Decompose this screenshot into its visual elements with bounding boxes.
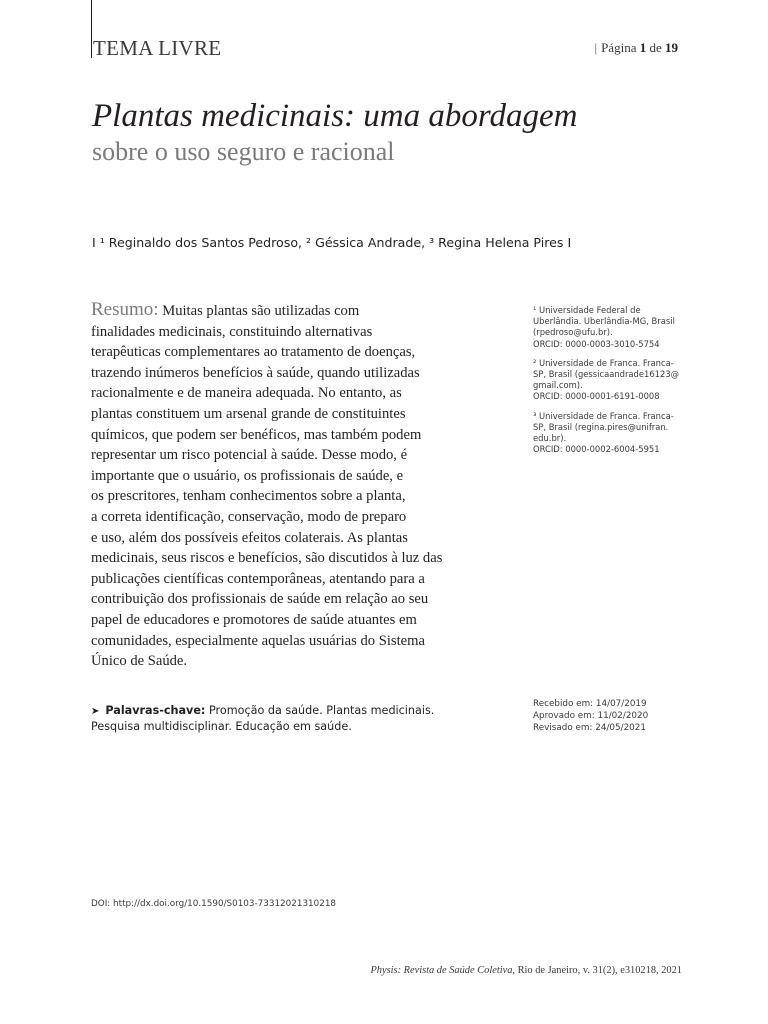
affiliation-line: Uberlândia. Uberlândia-MG, Brasil bbox=[533, 316, 675, 327]
abstract-line: Único de Saúde. bbox=[91, 653, 188, 670]
abstract-line: Muitas plantas são utilizadas com bbox=[162, 303, 360, 319]
page-of: de bbox=[649, 40, 662, 55]
abstract-line: e uso, além dos possíveis efeitos colaterais. As plantas bbox=[91, 529, 408, 546]
page-total: 19 bbox=[665, 40, 678, 55]
article-title: Plantas medicinais: uma abordagem bbox=[92, 98, 578, 134]
page-indicator-bar: | bbox=[594, 40, 598, 55]
abstract-line: comunidades, especialmente aquelas usuárias do Sistema bbox=[91, 632, 425, 649]
affiliation-line: gmail.com). bbox=[533, 380, 583, 391]
affiliations bbox=[533, 305, 693, 463]
affiliation-orcid: ORCID: 0000-0003-3010-5754 bbox=[533, 338, 660, 349]
date-received: Recebido em: 14/07/2019 bbox=[533, 699, 647, 709]
abstract-first-line bbox=[91, 300, 461, 322]
publication-dates bbox=[533, 698, 648, 734]
affiliation-line: SP, Brasil (gessicaandrade16123@ bbox=[533, 369, 680, 380]
affiliation-2 bbox=[533, 358, 693, 403]
abstract-line: racionalmente e de maneira adequada. No entanto, as bbox=[91, 385, 402, 402]
header-vertical-rule bbox=[91, 0, 92, 58]
affiliation-line: ² Universidade de Franca. Franca- bbox=[533, 357, 674, 368]
affiliation-orcid: ORCID: 0000-0002-6004-5951 bbox=[533, 444, 660, 455]
abstract-line: terapêuticas complementares ao tratamento de doenças, bbox=[91, 344, 416, 361]
abstract-line: a correta identificação, conservação, modo de preparo bbox=[91, 508, 407, 525]
affiliation-line: ¹ Universidade Federal de bbox=[533, 305, 641, 315]
keywords-text: Pesquisa multidisciplinar. Educação em saúde. bbox=[91, 720, 352, 733]
keywords-text: Promoção da saúde. Plantas medicinais. bbox=[208, 704, 435, 717]
abstract-line: papel de educadores e promotores de saúde atuantes em bbox=[91, 611, 417, 628]
arrow-right-icon: ➤ bbox=[91, 706, 100, 717]
abstract-line: contribuição dos profissionais de saúde em relação ao seu bbox=[91, 591, 429, 608]
abstract-line: representar um risco potencial à saúde. Desse modo, é bbox=[91, 447, 408, 464]
affiliation-orcid: ORCID: 0000-0001-6191-0008 bbox=[533, 391, 660, 402]
affiliation-line: (rpedroso@ufu.br). bbox=[533, 327, 613, 338]
page-indicator bbox=[594, 40, 678, 56]
keywords-first-line bbox=[91, 703, 461, 719]
abstract-line: finalidades medicinais, constituindo alternativas bbox=[91, 323, 373, 340]
keywords-label: Palavras-chave: bbox=[105, 704, 206, 717]
abstract-line: os prescritores, tenham conhecimentos sobre a planta, bbox=[91, 488, 406, 505]
abstract-line: publicações científicas contemporâneas, atentando para a bbox=[91, 570, 425, 587]
affiliation-line: edu.br). bbox=[533, 433, 567, 444]
abstract-line: plantas constituem um arsenal grande de constituintes bbox=[91, 405, 406, 422]
author-list: I ¹ Reginaldo dos Santos Pedroso, ² Géssica Andrade, ³ Regina Helena Pires I bbox=[92, 235, 572, 250]
abstract-heading: Resumo: bbox=[91, 299, 159, 320]
abstract-line: trazendo inúmeros benefícios à saúde, quando utilizadas bbox=[91, 364, 420, 381]
abstract bbox=[91, 300, 461, 672]
journal-citation: , Rio de Janeiro, v. 31(2), e310218, 2021 bbox=[512, 965, 682, 976]
keywords bbox=[91, 703, 461, 734]
page-word: Página bbox=[601, 40, 637, 55]
date-approved: Aprovado em: 11/02/2020 bbox=[533, 711, 649, 721]
abstract-line: importante que o usuário, os profissionais de saúde, e bbox=[91, 467, 404, 484]
journal-footer bbox=[370, 965, 682, 976]
article-subtitle: sobre o uso seguro e racional bbox=[92, 137, 395, 166]
section-label: TEMA LIVRE bbox=[93, 36, 222, 60]
date-revised: Revisado em: 24/05/2021 bbox=[533, 723, 646, 733]
affiliation-3 bbox=[533, 411, 693, 456]
affiliation-line: ³ Universidade de Franca. Franca- bbox=[533, 410, 674, 421]
affiliation-1 bbox=[533, 305, 693, 350]
affiliation-line: SP, Brasil (regina.pires@unifran. bbox=[533, 421, 669, 432]
page-current: 1 bbox=[639, 40, 647, 55]
abstract-line: químicos, que podem ser benéficos, mas também podem bbox=[91, 426, 422, 443]
abstract-line: medicinais, seus riscos e benefícios, são discutidos à luz das bbox=[91, 550, 443, 567]
doi-link[interactable]: DOI: http://dx.doi.org/10.1590/S0103-73312021310218 bbox=[91, 899, 337, 909]
journal-name: Physis: Revista de Saúde Coletiva bbox=[370, 965, 513, 976]
